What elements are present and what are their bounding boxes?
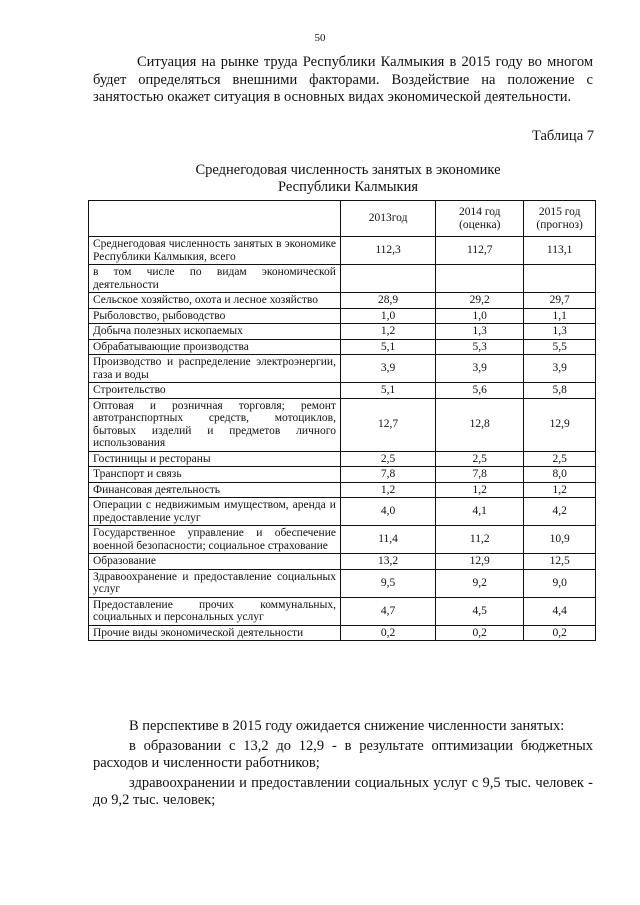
value-2014: 12,8 bbox=[436, 398, 524, 451]
value-2015: 12,9 bbox=[524, 398, 596, 451]
value-2013: 9,5 bbox=[340, 569, 435, 597]
value-2013: 5,1 bbox=[340, 383, 435, 399]
value-2013: 2,5 bbox=[340, 451, 435, 467]
row-name: Предоставление прочих коммунальных, социальных и персональных услуг bbox=[89, 597, 341, 625]
value-2015: 4,4 bbox=[524, 597, 596, 625]
value-2015: 1,1 bbox=[524, 308, 596, 324]
row-name: Строительство bbox=[89, 383, 341, 399]
header-indicator bbox=[89, 201, 341, 237]
value-2013: 1,0 bbox=[340, 308, 435, 324]
value-2014: 112,7 bbox=[436, 237, 524, 265]
table-body bbox=[89, 237, 596, 641]
value-2013: 1,2 bbox=[340, 324, 435, 340]
value-2014: 5,6 bbox=[436, 383, 524, 399]
value-2015 bbox=[524, 265, 596, 293]
table-row bbox=[89, 339, 596, 355]
after-text bbox=[93, 718, 593, 812]
value-2013: 7,8 bbox=[340, 467, 435, 483]
row-name: Финансовая деятельность bbox=[89, 482, 341, 498]
value-2015: 1,3 bbox=[524, 324, 596, 340]
after-paragraph-3: здравоохранении и предоставлении социальных услуг с 9,5 тыс. человек - до 9,2 тыс. человек; bbox=[93, 774, 593, 808]
intro-text: Ситуация на рынке труда Республики Калмыкия в 2015 году во многом будет определяться внешними факторами. Воздействие на положение с занятостью окажет ситуация в основных видах экономической деятельности. bbox=[93, 54, 593, 105]
value-2015: 4,2 bbox=[524, 498, 596, 526]
header-2014: 2014 год (оценка) bbox=[436, 201, 524, 237]
value-2014: 2,5 bbox=[436, 451, 524, 467]
value-2015: 10,9 bbox=[524, 526, 596, 554]
row-name: в том числе по видам экономической деятельности bbox=[89, 265, 341, 293]
value-2013: 28,9 bbox=[340, 293, 435, 309]
value-2015: 12,5 bbox=[524, 554, 596, 570]
row-name: Гостиницы и рестораны bbox=[89, 451, 341, 467]
value-2014: 1,0 bbox=[436, 308, 524, 324]
value-2013: 12,7 bbox=[340, 398, 435, 451]
value-2013: 4,7 bbox=[340, 597, 435, 625]
value-2014: 5,3 bbox=[436, 339, 524, 355]
value-2014: 1,3 bbox=[436, 324, 524, 340]
value-2013: 13,2 bbox=[340, 554, 435, 570]
value-2015: 1,2 bbox=[524, 482, 596, 498]
table-title bbox=[120, 162, 576, 196]
value-2013: 0,2 bbox=[340, 625, 435, 641]
page-number: 50 bbox=[314, 32, 326, 44]
value-2013: 1,2 bbox=[340, 482, 435, 498]
row-name: Транспорт и связь bbox=[89, 467, 341, 483]
value-2013: 4,0 bbox=[340, 498, 435, 526]
table-row bbox=[89, 597, 596, 625]
row-name: Прочие виды экономической деятельности bbox=[89, 625, 341, 641]
table-header-row bbox=[89, 201, 596, 237]
table-row bbox=[89, 355, 596, 383]
table-row bbox=[89, 237, 596, 265]
value-2014: 12,9 bbox=[436, 554, 524, 570]
table-row bbox=[89, 482, 596, 498]
value-2013: 5,1 bbox=[340, 339, 435, 355]
row-name: Рыболовство, рыбоводство bbox=[89, 308, 341, 324]
table-row bbox=[89, 265, 596, 293]
value-2014: 3,9 bbox=[436, 355, 524, 383]
header-2013: 2013год bbox=[340, 201, 435, 237]
value-2013: 3,9 bbox=[340, 355, 435, 383]
intro-paragraph bbox=[93, 54, 593, 107]
value-2015: 5,5 bbox=[524, 339, 596, 355]
row-name: Операции с недвижимым имуществом, аренда и предоставление услуг bbox=[89, 498, 341, 526]
table-row bbox=[89, 398, 596, 451]
value-2014: 4,1 bbox=[436, 498, 524, 526]
table-label: Таблица 7 bbox=[531, 128, 594, 144]
value-2014: 7,8 bbox=[436, 467, 524, 483]
header-2015: 2015 год (прогноз) bbox=[524, 201, 596, 237]
value-2014: 0,2 bbox=[436, 625, 524, 641]
table-row bbox=[89, 554, 596, 570]
value-2015: 5,8 bbox=[524, 383, 596, 399]
value-2013 bbox=[340, 265, 435, 293]
row-name: Производство и распределение электроэнергии, газа и воды bbox=[89, 355, 341, 383]
table-row bbox=[89, 526, 596, 554]
table-title-line-1: Среднегодовая численность занятых в экономике bbox=[195, 162, 501, 178]
value-2014: 29,2 bbox=[436, 293, 524, 309]
value-2015: 29,7 bbox=[524, 293, 596, 309]
row-name: Оптовая и розничная торговля; ремонт автотранспортных средств, мотоциклов, бытовых изделий и предметов личного использования bbox=[89, 398, 341, 451]
table-row bbox=[89, 625, 596, 641]
row-name: Государственное управление и обеспечение военной безопасности; социальное страхование bbox=[89, 526, 341, 554]
value-2014: 4,5 bbox=[436, 597, 524, 625]
row-name: Образование bbox=[89, 554, 341, 570]
value-2014: 9,2 bbox=[436, 569, 524, 597]
value-2013: 11,4 bbox=[340, 526, 435, 554]
table-row bbox=[89, 383, 596, 399]
value-2015: 8,0 bbox=[524, 467, 596, 483]
row-name: Обрабатывающие производства bbox=[89, 339, 341, 355]
row-name: Сельское хозяйство, охота и лесное хозяйство bbox=[89, 293, 341, 309]
after-paragraph-2: в образовании с 13,2 до 12,9 - в результате оптимизации бюджетных расходов и численности работников; bbox=[93, 737, 593, 771]
value-2015: 9,0 bbox=[524, 569, 596, 597]
value-2013: 112,3 bbox=[340, 237, 435, 265]
table-row bbox=[89, 451, 596, 467]
table-row bbox=[89, 293, 596, 309]
table-row bbox=[89, 324, 596, 340]
value-2014 bbox=[436, 265, 524, 293]
table-row bbox=[89, 308, 596, 324]
value-2015: 0,2 bbox=[524, 625, 596, 641]
table-row bbox=[89, 498, 596, 526]
row-name: Добыча полезных ископаемых bbox=[89, 324, 341, 340]
value-2014: 11,2 bbox=[436, 526, 524, 554]
table-title-line-2: Республики Калмыкия bbox=[277, 179, 419, 195]
table-row bbox=[89, 467, 596, 483]
value-2015: 113,1 bbox=[524, 237, 596, 265]
value-2014: 1,2 bbox=[436, 482, 524, 498]
row-name: Здравоохранение и предоставление социальных услуг bbox=[89, 569, 341, 597]
after-paragraph-1: В перспективе в 2015 году ожидается снижение численности занятых: bbox=[129, 718, 565, 734]
table-row bbox=[89, 569, 596, 597]
value-2015: 3,9 bbox=[524, 355, 596, 383]
employment-table bbox=[88, 200, 596, 641]
value-2015: 2,5 bbox=[524, 451, 596, 467]
row-name: Среднегодовая численность занятых в экономике Республики Калмыкия, всего bbox=[89, 237, 341, 265]
